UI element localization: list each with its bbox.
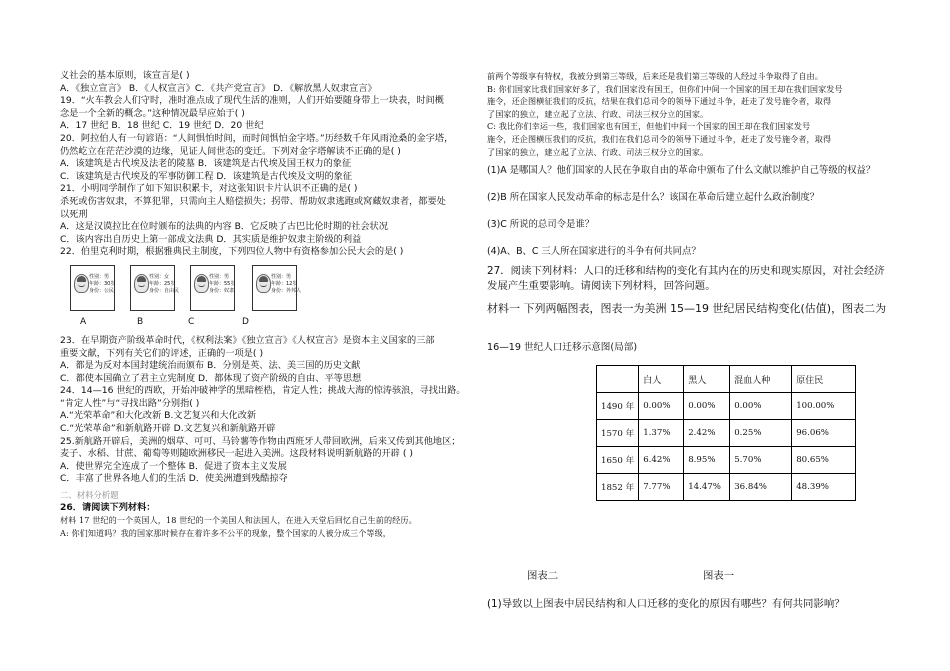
text-line: 仍然屹立在茫茫沙漠的边缘，见证人间世态的变迁。下列对金字塔解读不正确的是( ): [60, 145, 401, 157]
table-cell: 5.70%: [730, 447, 792, 474]
material-text: [60, 514, 470, 539]
text-line: 麦子、水稻、甘蔗、葡萄等则随欧洲移民一起进入美洲。这段材料说明新航路的开辟 ( ): [60, 448, 413, 460]
text-line: 了国家的独立，建立起了立法、行政、司法三权分立的国家。: [487, 146, 709, 157]
question-26: 26．请阅读下列材料：: [60, 501, 156, 513]
text-line: C．该建筑是古代埃及的军事防御工程 D．该建筑是古代埃及文明的象征: [60, 170, 353, 182]
text-line: 25.新航路开辟后，美洲的烟草、可可、马铃薯等作物由西班牙人带回欧洲，后来又传到其他地区；: [60, 435, 461, 447]
text-line: A．17 世纪 B．18 世纪 C．19 世纪 D．20 世纪: [60, 120, 264, 132]
population-table: [596, 365, 856, 501]
card-line: 年龄：12岁: [271, 280, 298, 287]
text-line: 以死刑: [60, 208, 88, 220]
table-row: [597, 474, 856, 501]
caption-chart-two: 图表二: [527, 570, 559, 582]
text-line: 了国家的独立，建立起了立法、行政、司法三权分立的国家。: [487, 108, 709, 119]
final-question: (1)导致以上图表中居民结构和人口迁移的变化的原因有哪些？有何共同影响？: [487, 598, 845, 610]
text-line: C．都使本国确立了君主立宪制度 D．都体现了资产阶级的自由、平等思想: [60, 372, 362, 384]
table-header: 原住民: [792, 366, 856, 393]
card-line: 年龄：55岁: [209, 280, 236, 287]
table-cell: 0.00%: [684, 393, 730, 420]
text-line: A.“光荣革命”和大化改新 B.文艺复兴和大化改新: [60, 410, 257, 422]
caption-chart-one: 图表一: [703, 570, 735, 582]
left-column: [60, 70, 470, 539]
text-line: A: 你们知道吗？我的国家那时候存在着许多不公平的现象，整个国家的人被分成三个等级，: [60, 527, 392, 538]
table-cell: 1.37%: [639, 420, 684, 447]
table-cell: 8.95%: [684, 447, 730, 474]
citizen-cards: [60, 265, 470, 313]
table-cell: 2.42%: [684, 420, 730, 447]
text-line: 21．小明同学制作了如下知识积累卡，对这张知识卡片认识不正确的是( ): [60, 183, 358, 195]
table-cell: 0.00%: [639, 393, 684, 420]
table-row: [597, 393, 856, 420]
text-line: A．《独立宣言》 B．《人权宣言》C．《共产党宣言》 D．《解放黑人奴隶宣言》: [60, 82, 377, 94]
table-cell: 36.84%: [730, 474, 792, 501]
card-letter: A: [80, 316, 87, 327]
left-question-block: [60, 70, 470, 259]
person-icon: [256, 274, 271, 293]
text-line: 施令，还企图横征我们的反抗，结果在我们总司令的领导下通过斗争，赶走了发号施令者，取得: [487, 96, 832, 107]
right-column: [487, 70, 897, 355]
card-c: [190, 265, 235, 311]
table-header: 黑人: [684, 366, 730, 393]
material-one-cont: 16—19 世纪人口迁移示意图(局部): [487, 342, 638, 354]
table-cell: 100.00%: [792, 393, 856, 420]
text-line: 念是一个全新的概念。”这种情况最早应始于( ): [60, 107, 245, 119]
text-line: 前两个等级享有特权，我被分到第三等级，后来还是我们第三等级的人经过斗争取得了自由。: [487, 71, 823, 81]
card-line: 性别：女: [149, 273, 170, 280]
table-row: [597, 447, 856, 474]
card-letter: C: [188, 316, 195, 327]
card-d: [252, 265, 302, 311]
text-line: 19．“火车教会人们守时，准时准点成了现代生活的准则，人们开始要随身带上一块表，时间概: [60, 95, 444, 107]
text-line: C: 我比你们幸运一些，我们国家也有国王，但他们中间一个国家的国王却在我们国家发号: [487, 121, 811, 132]
table-cell: 14.47%: [684, 474, 730, 501]
table-header: [597, 366, 639, 393]
text-line: 24．14—16 世纪的西欧，开始冲破神学的黑暗桎梏，肯定人性；挑战大海的惊涛骇浪，寻找出路。: [60, 385, 466, 397]
material-one: 材料一 下列两幅图表，图表一为美洲 15—19 世纪居民结构变化(估值)，图表二为: [487, 302, 887, 316]
table-cell: 0.00%: [730, 393, 792, 420]
card-line: 身份：外邦人: [271, 287, 302, 294]
table-header-row: [597, 366, 856, 393]
table-cell: 1570 年: [597, 420, 639, 447]
section-heading: 二、材料分析题: [60, 490, 119, 501]
table-header: 白人: [639, 366, 684, 393]
card-letter: B: [137, 316, 144, 327]
text-line: 义社会的基本原则，该宣言是( ): [60, 70, 190, 81]
text-line: C．丰富了世界各地人们的生活 D．使美洲遭到残酷掠夺: [60, 473, 288, 485]
card-line: 性别：男: [89, 273, 110, 280]
text-line: A．这是汉谟拉比在位时颁布的法典的内容 B．它反映了古巴比伦时期的社会状况: [60, 221, 388, 233]
card-a: [70, 265, 115, 311]
left-question-block-2: [60, 335, 470, 486]
card-letters: [60, 317, 470, 331]
table-cell: 1852 年: [597, 474, 639, 501]
text-line: 杀死或伤害奴隶，不算犯罪，只需向主人赔偿损失；拐带、帮助奴隶逃跑或窝藏奴隶者，都要处: [60, 195, 446, 207]
card-line: 身份：自由民: [149, 287, 180, 294]
table-cell: 96.06%: [792, 420, 856, 447]
card-letter: D: [242, 316, 249, 327]
card-line: 年龄：25岁: [149, 280, 176, 287]
sub-questions: [487, 164, 897, 258]
person-icon: [194, 274, 209, 293]
table-cell: 0.25%: [730, 420, 792, 447]
sub-question: (3)C 所说的总司令是谁？: [487, 219, 595, 231]
person-icon: [134, 274, 149, 293]
card-line: 性别：男: [271, 273, 292, 280]
text-line: A．该建筑是古代埃及法老的陵墓 B．该建筑是古代埃及国王权力的象征: [60, 158, 352, 170]
text-line: 施令，还企图横压我们的反抗，我们在我们总司令的领导下通过斗争，赶走了发号施令者，取得: [487, 133, 832, 144]
person-icon: [74, 274, 89, 293]
table-cell: 48.39%: [792, 474, 856, 501]
table-cell: 1490 年: [597, 393, 639, 420]
text-line: 材料 17 世纪的一个英国人，18 世纪的一个美国人和法国人，在进入天堂后回忆自己生前的经历。: [60, 515, 417, 526]
sub-question: (1)A 是哪国人？他们国家的人民在争取自由的革命中颁布了什么文献以维护自己等级的权益？: [487, 165, 876, 177]
table-row: [597, 420, 856, 447]
table-cell: 1650 年: [597, 447, 639, 474]
question-27-line: 27．阅读下列材料：人口的迁移和结构的变化有其内在的历史和现实原因，对社会经济: [487, 265, 885, 278]
material-text-continued: [487, 70, 897, 158]
text-line: 22．伯里克利时期，根据雅典民主制度，下列四位人物中有资格参加公民大会的是( ): [60, 246, 404, 258]
card-line: 性别：男: [209, 273, 230, 280]
card-line: 身份：公民: [89, 287, 115, 294]
text-line: A．都是为反对本国封建统治而颁布 B．分别是英、法、美三国的历史文献: [60, 360, 361, 372]
card-b: [130, 265, 180, 311]
text-line: 20．阿拉伯人有一句谚语：“人间惧怕时间，而时间惧怕金字塔。”历经数千年风雨沧桑的金字塔，: [60, 132, 454, 144]
text-line: B: 你们国家比我们国家好多了，我们国家没有国王，但你们中间一个国家的国王却在我们国家发号: [487, 83, 843, 94]
question-27-line: 发展产生重要影响。请阅读下列材料，回答问题。: [487, 280, 716, 293]
sub-question: (4)A、B、C 三人所在国家进行的斗争有何共同点？: [487, 246, 701, 258]
text-line: 23．在早期资产阶级革命时代，《权利法案》《独立宣言》《人权宣言》是资本主义国家的三部: [60, 334, 435, 346]
table-cell: 6.42%: [639, 447, 684, 474]
text-line: “肯定人性”与“寻找出路”分别指( ): [60, 397, 200, 409]
table-cell: 80.65%: [792, 447, 856, 474]
card-line: 年龄：30岁: [89, 280, 116, 287]
card-line: 身份：奴隶: [209, 287, 235, 294]
table-header: 混血人种: [730, 366, 792, 393]
sub-question: (2)B 所在国家人民发动革命的标志是什么？该国在革命后建立起什么政治制度？: [487, 192, 820, 204]
question-27: [487, 264, 897, 294]
text-line: 重要文献，下列有关它们的评述，正确的一项是( ): [60, 347, 264, 359]
text-line: C．该内容出自历史上第一部成文法典 D．其实质是维护奴隶主阶级的利益: [60, 233, 362, 245]
text-line: C.“光荣革命”和新航路开辟 D.文艺复兴和新航路开辟: [60, 423, 276, 435]
table-cell: 7.77%: [639, 474, 684, 501]
text-line: A．使世界完全连成了一个整体 B．促进了资本主义发展: [60, 460, 287, 472]
